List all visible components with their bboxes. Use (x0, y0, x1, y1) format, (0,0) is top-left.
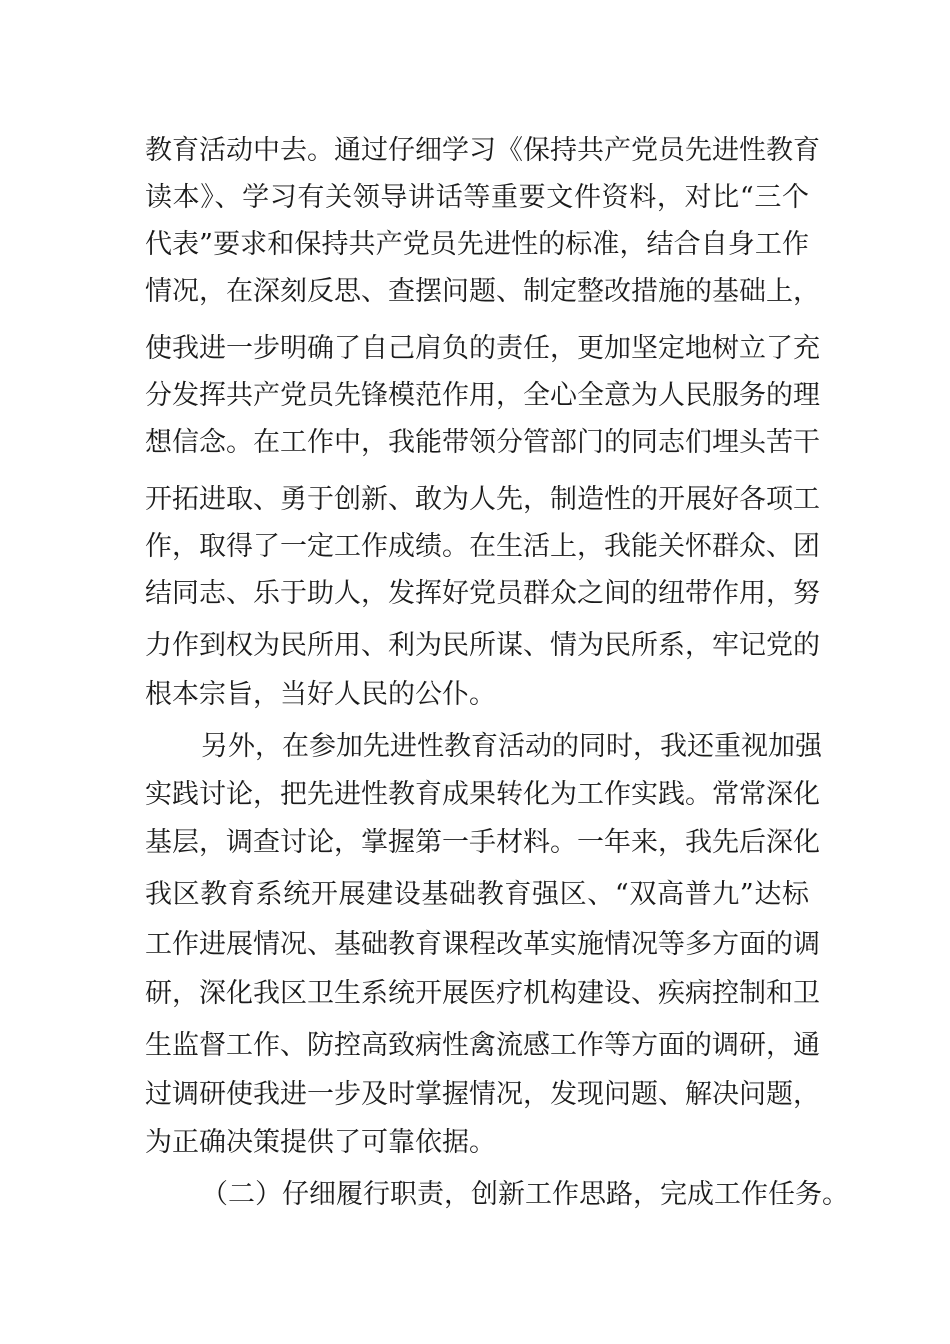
text-line: 使我进一步明确了自己肩负的责任，更加坚定地树立了充 (145, 333, 820, 364)
text-line: 我区教育系统开展建设基础教育强区、“双高普九”达标 (145, 879, 809, 910)
text-line: 情况，在深刻反思、查摆问题、制定整改措施的基础上， (145, 276, 820, 307)
text-line: 读本》、学习有关领导讲话等重要文件资料，对比“三个 (145, 182, 809, 213)
text-line: 想信念。在工作中，我能带领分管部门的同志们埋头苦干 (145, 427, 820, 458)
text-line: （二）仔细履行职责，创新工作思路，完成工作任务。 (201, 1179, 849, 1210)
text-line: 结同志、乐于助人，发挥好党员群众之间的纽带作用，努 (145, 578, 820, 609)
text-line: 教育活动中去。通过仔细学习《保持共产党员先进性教育 (145, 135, 820, 166)
text-line: 基层，调查讨论，掌握第一手材料。一年来，我先后深化 (145, 827, 820, 858)
text-line: 工作进展情况、基础教育课程改革实施情况等多方面的调 (145, 929, 820, 960)
text-line: 另外，在参加先进性教育活动的同时，我还重视加强 (201, 731, 822, 762)
text-line: 实践讨论，把先进性教育成果转化为工作实践。常常深化 (145, 779, 820, 810)
text-line: 代表”要求和保持共产党员先进性的标准，结合自身工作 (145, 229, 809, 260)
text-line: 力作到权为民所用、利为民所谋、情为民所系，牢记党的 (145, 630, 820, 661)
text-line: 作，取得了一定工作成绩。在生活上，我能关怀群众、团 (145, 531, 820, 562)
text-line: 生监督工作、防控高致病性禽流感工作等方面的调研，通 (145, 1030, 820, 1061)
text-line: 分发挥共产党员先锋模范作用，全心全意为人民服务的理 (145, 380, 820, 411)
text-line: 开拓进取、勇于创新、敢为人先，制造性的开展好各项工 (145, 484, 820, 515)
text-line: 研，深化我区卫生系统开展医疗机构建设、疾病控制和卫 (145, 978, 820, 1009)
text-line: 为正确决策提供了可靠依据。 (145, 1127, 496, 1158)
text-line: 根本宗旨，当好人民的公仆。 (145, 679, 496, 710)
text-line: 过调研使我进一步及时掌握情况，发现问题、解决问题， (145, 1079, 820, 1110)
